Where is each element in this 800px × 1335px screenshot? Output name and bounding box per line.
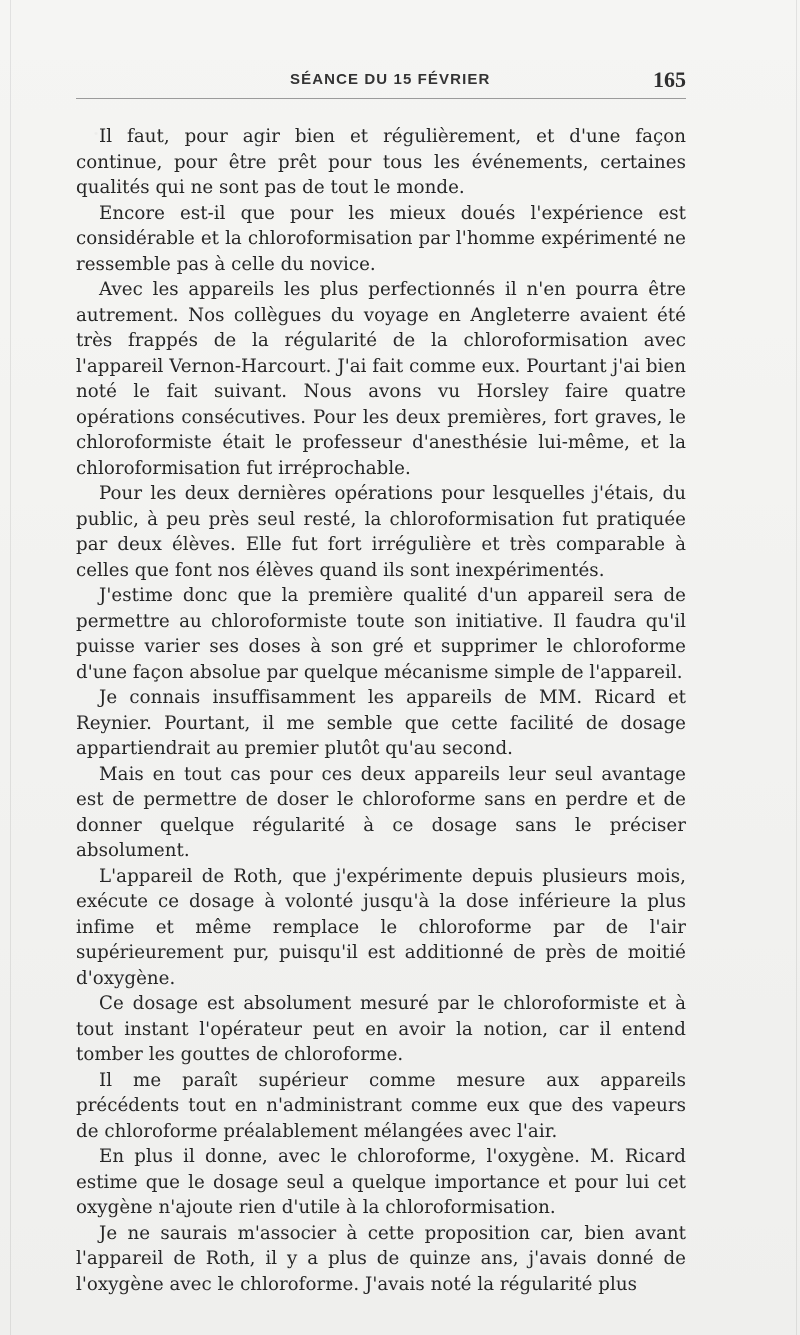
paragraph-7: Mais en tout cas pour ces deux appareils leur seul avantage est de permettre de doser le chloroforme sans en perdre et de donner quelque régularité à ce dosage sans le préciser absolument. [76, 763, 686, 861]
page-header [76, 66, 686, 99]
paragraph-3: Avec les appareils les plus perfectionnés il n'en pourra être autrement. Nos collègues du voyage en Angleterre avaient été très frappés de la régularité de la chloroformisation avec l'appareil Vernon-Harcourt. J'ai fait comme eux. Pourtant j'ai bien noté le fait suivant. Nous avons vu Horsley faire quatre opérations consécutives. Pour les deux premières, fort graves, le chloroformiste était le professeur d'anesthésie lui-même, et la chloroformisation fut irréprochable. [76, 279, 686, 479]
paragraph-12: Je ne saurais m'associer à cette proposition car, bien avant l'appareil de Roth, il y a plus de quinze ans, j'avais donné de l'oxygène avec le chloroforme. J'avais noté la régularité plus [76, 1222, 686, 1295]
paragraph-10: Il me paraît supérieur comme mesure aux appareils précédents tout en n'administrant comme eux que des vapeurs de chloroforme préalablement mélangées avec l'air. [76, 1069, 686, 1142]
paragraph-4: Pour les deux dernières opérations pour lesquelles j'étais, du public, à peu près seul resté, la chloroformisation fut pratiquée par deux élèves. Elle fut fort irrégulière et très comparable à celles que font nos élèves quand ils sont inexpérimentés. [76, 483, 686, 581]
scan-mark-1 [10, 0, 11, 1335]
paragraph-8: L'appareil de Roth, que j'expérimente depuis plusieurs mois, exécute ce dosage à volonté jusqu'à la dose inférieure la plus infime et même remplace le chloroforme par de l'air supérieurement pur, puisqu'il est additionné de près de moitié d'oxygène. [76, 865, 686, 989]
paragraph-1: Il faut, pour agir bien et régulièrement, et d'une façon continue, pour être prêt pour tous les événements, certaines qualités qui ne sont pas de tout le monde. [76, 126, 686, 198]
running-title: SÉANCE DU 15 FÉVRIER [290, 71, 491, 88]
paragraph-9: Ce dosage est absolument mesuré par le chloroformiste et à tout instant l'opérateur peut en avoir la notion, car il entend tomber les gouttes de chloroforme. [76, 993, 686, 1065]
scan-mark-2 [796, 0, 797, 1335]
paragraph-5: J'estime donc que la première qualité d'un appareil sera de permettre au chloroformiste toute son initiative. Il faudra qu'il puisse varier ses doses à son gré et supprimer le chloroforme d'une façon absolue par quelque mécanisme simple de l'appareil. [76, 585, 686, 683]
body-text [76, 124, 686, 1297]
page-number: 165 [653, 67, 686, 92]
paragraph-2: Encore est-il que pour les mieux doués l'expérience est considérable et la chloroformisation par l'homme expérimenté ne ressemble pas à celle du novice. [76, 202, 686, 275]
paragraph-6: Je connais insuffisamment les appareils de MM. Ricard et Reynier. Pourtant, il me semble que cette facilité de dosage appartiendrait au premier plutôt qu'au second. [76, 687, 686, 759]
paragraph-11: En plus il donne, avec le chloroforme, l'oxygène. M. Ricard estime que le dosage seul a quelque importance et pour lui cet oxygène n'ajoute rien d'utile à la chloroformisation. [76, 1146, 686, 1218]
